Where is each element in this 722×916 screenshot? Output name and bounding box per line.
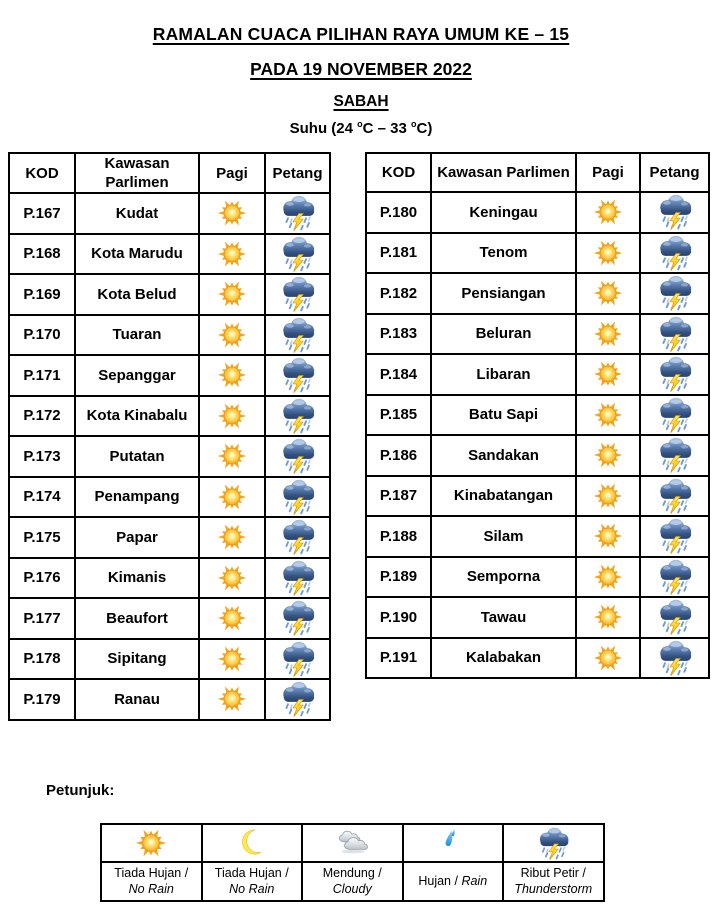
pagi-cell	[199, 679, 265, 720]
thunderstorm-icon	[656, 274, 694, 312]
sun-icon	[593, 481, 623, 511]
pagi-cell	[199, 234, 265, 275]
kod-cell: P.169	[9, 274, 75, 315]
kod-cell: P.181	[366, 233, 431, 274]
sun-icon	[217, 644, 247, 674]
pagi-cell	[199, 274, 265, 315]
petang-cell	[640, 476, 709, 517]
pagi-cell	[576, 597, 640, 638]
area-cell: Sepanggar	[75, 355, 199, 396]
petang-cell	[265, 274, 330, 315]
sun-icon	[217, 441, 247, 471]
thunderstorm-icon	[656, 315, 694, 353]
col-header-area: Kawasan Parlimen	[431, 153, 576, 192]
petang-cell	[265, 396, 330, 437]
col-header-area: Kawasan Parlimen	[75, 153, 199, 193]
thunderstorm-icon	[656, 558, 694, 596]
petang-cell	[640, 314, 709, 355]
kod-cell: P.190	[366, 597, 431, 638]
table-row	[9, 315, 330, 356]
thunderstorm-icon	[656, 355, 694, 393]
petang-cell	[265, 234, 330, 275]
petang-cell	[640, 233, 709, 274]
thunderstorm-icon	[279, 235, 317, 273]
table-row	[366, 476, 709, 517]
pagi-cell	[199, 639, 265, 680]
cloud-icon	[335, 826, 369, 860]
pagi-cell	[576, 354, 640, 395]
legend-icon-cell	[101, 824, 202, 862]
table-row	[366, 516, 709, 557]
legend-label: Ribut Petir / Thunderstorm	[503, 862, 604, 901]
area-cell: Libaran	[431, 354, 576, 395]
col-header-petang: Petang	[640, 153, 709, 192]
petang-cell	[265, 639, 330, 680]
sun-icon	[217, 482, 247, 512]
table-row	[9, 477, 330, 518]
thunderstorm-icon	[279, 194, 317, 232]
thunderstorm-icon	[279, 275, 317, 313]
thunderstorm-icon	[279, 437, 317, 475]
sun-icon	[593, 278, 623, 308]
pagi-cell	[576, 395, 640, 436]
col-header-kod: KOD	[9, 153, 75, 193]
area-cell: Kota Marudu	[75, 234, 199, 275]
legend-label: Tiada Hujan / No Rain	[101, 862, 202, 901]
sun-icon	[593, 643, 623, 673]
pagi-cell	[199, 355, 265, 396]
header-row	[9, 153, 330, 193]
legend-label: Tiada Hujan / No Rain	[202, 862, 303, 901]
kod-cell: P.191	[366, 638, 431, 679]
kod-cell: P.182	[366, 273, 431, 314]
area-cell: Tenom	[431, 233, 576, 274]
thunderstorm-icon	[656, 436, 694, 474]
legend-icon-cell	[503, 824, 604, 862]
sun-icon	[593, 238, 623, 268]
date-title: PADA 19 NOVEMBER 2022	[250, 59, 472, 79]
kod-cell: P.168	[9, 234, 75, 275]
thunderstorm-icon	[279, 316, 317, 354]
kod-cell: P.185	[366, 395, 431, 436]
petang-cell	[265, 477, 330, 518]
pagi-cell	[199, 558, 265, 599]
sun-icon	[217, 522, 247, 552]
thunderstorm-icon	[656, 234, 694, 272]
kod-cell: P.187	[366, 476, 431, 517]
pagi-cell	[576, 314, 640, 355]
col-header-kod: KOD	[366, 153, 431, 192]
area-cell: Kimanis	[75, 558, 199, 599]
sun-icon	[217, 320, 247, 350]
thunderstorm-icon	[656, 396, 694, 434]
col-header-pagi: Pagi	[199, 153, 265, 193]
sun-icon	[593, 197, 623, 227]
area-cell: Kudat	[75, 193, 199, 234]
moon-icon	[235, 826, 269, 860]
sun-icon	[217, 401, 247, 431]
area-cell: Semporna	[431, 557, 576, 598]
thunderstorm-icon	[279, 599, 317, 637]
sun-icon	[593, 359, 623, 389]
table-row	[366, 435, 709, 476]
pagi-cell	[199, 598, 265, 639]
forecast-table-right	[365, 152, 710, 679]
forecast-table-left	[8, 152, 331, 721]
kod-cell: P.173	[9, 436, 75, 477]
table-row	[366, 314, 709, 355]
thunderstorm-icon	[279, 478, 317, 516]
page-title: RAMALAN CUACA PILIHAN RAYA UMUM KE – 15	[152, 24, 570, 44]
area-cell: Ranau	[75, 679, 199, 720]
kod-cell: P.175	[9, 517, 75, 558]
pagi-cell	[199, 193, 265, 234]
sun-icon	[135, 827, 167, 859]
temperature-line: Suhu (24 $^o$C – 33 $^o$C)	[289, 119, 433, 137]
table-row	[9, 598, 330, 639]
pagi-cell	[576, 233, 640, 274]
sun-icon	[593, 319, 623, 349]
area-cell: Tuaran	[75, 315, 199, 356]
pagi-cell	[576, 557, 640, 598]
thunderstorm-icon	[279, 518, 317, 556]
kod-cell: P.189	[366, 557, 431, 598]
kod-cell: P.180	[366, 192, 431, 233]
header-row	[366, 153, 709, 192]
table-row	[366, 233, 709, 274]
kod-cell: P.174	[9, 477, 75, 518]
col-header-pagi: Pagi	[576, 153, 640, 192]
petang-cell	[265, 598, 330, 639]
petang-cell	[265, 679, 330, 720]
thunderstorm-icon	[279, 356, 317, 394]
petang-cell	[640, 516, 709, 557]
petang-cell	[640, 192, 709, 233]
kod-cell: P.172	[9, 396, 75, 437]
legend-icon-cell	[302, 824, 403, 862]
petang-cell	[265, 558, 330, 599]
table-row	[366, 597, 709, 638]
kod-cell: P.171	[9, 355, 75, 396]
petang-cell	[640, 354, 709, 395]
petang-cell	[265, 436, 330, 477]
kod-cell: P.188	[366, 516, 431, 557]
table-row	[9, 274, 330, 315]
area-cell: Beaufort	[75, 598, 199, 639]
sun-icon	[217, 360, 247, 390]
area-cell: Kota Kinabalu	[75, 396, 199, 437]
petang-cell	[265, 193, 330, 234]
kod-cell: P.167	[9, 193, 75, 234]
petang-cell	[640, 638, 709, 679]
pagi-cell	[576, 476, 640, 517]
area-cell: Beluran	[431, 314, 576, 355]
table-row	[366, 557, 709, 598]
area-cell: Penampang	[75, 477, 199, 518]
pagi-cell	[199, 477, 265, 518]
kod-cell: P.177	[9, 598, 75, 639]
rain-icon	[437, 828, 468, 859]
area-cell: Papar	[75, 517, 199, 558]
area-cell: Sandakan	[431, 435, 576, 476]
thunderstorm-icon	[656, 477, 694, 515]
thunderstorm-icon	[536, 826, 571, 861]
area-cell: Silam	[431, 516, 576, 557]
thunderstorm-icon	[279, 640, 317, 678]
sun-icon	[593, 562, 623, 592]
kod-cell: P.184	[366, 354, 431, 395]
table-row	[9, 193, 330, 234]
thunderstorm-icon	[656, 598, 694, 636]
pagi-cell	[199, 396, 265, 437]
area-cell: Kota Belud	[75, 274, 199, 315]
pagi-cell	[576, 273, 640, 314]
col-header-petang: Petang	[265, 153, 330, 193]
table-row	[366, 395, 709, 436]
area-cell: Tawau	[431, 597, 576, 638]
area-cell: Kalabakan	[431, 638, 576, 679]
table-row	[366, 638, 709, 679]
table-row	[9, 355, 330, 396]
pagi-cell	[199, 517, 265, 558]
state-title: SABAH	[333, 93, 389, 110]
area-cell: Batu Sapi	[431, 395, 576, 436]
kod-cell: P.183	[366, 314, 431, 355]
sun-icon	[217, 563, 247, 593]
thunderstorm-icon	[279, 397, 317, 435]
area-cell: Putatan	[75, 436, 199, 477]
petang-cell	[640, 435, 709, 476]
petang-cell	[265, 355, 330, 396]
pagi-cell	[576, 192, 640, 233]
table-row	[366, 273, 709, 314]
pagi-cell	[576, 638, 640, 679]
table-row	[9, 679, 330, 720]
pagi-cell	[576, 435, 640, 476]
pagi-cell	[199, 315, 265, 356]
kod-cell: P.176	[9, 558, 75, 599]
sun-icon	[217, 684, 247, 714]
sun-icon	[217, 279, 247, 309]
table-row	[9, 558, 330, 599]
thunderstorm-icon	[656, 639, 694, 677]
sun-icon	[593, 602, 623, 632]
area-cell: Keningau	[431, 192, 576, 233]
area-cell: Kinabatangan	[431, 476, 576, 517]
sun-icon	[217, 239, 247, 269]
petang-cell	[265, 315, 330, 356]
petang-cell	[640, 597, 709, 638]
table-row	[366, 192, 709, 233]
area-cell: Sipitang	[75, 639, 199, 680]
table-row	[9, 234, 330, 275]
legend-label: Hujan / Rain	[403, 862, 504, 901]
petang-cell	[640, 557, 709, 598]
kod-cell: P.170	[9, 315, 75, 356]
legend-label: Mendung / Cloudy	[302, 862, 403, 901]
table-row	[9, 639, 330, 680]
pagi-cell	[576, 516, 640, 557]
sun-icon	[217, 198, 247, 228]
table-row	[366, 354, 709, 395]
kod-cell: P.179	[9, 679, 75, 720]
thunderstorm-icon	[656, 193, 694, 231]
table-row	[9, 436, 330, 477]
table-row	[9, 517, 330, 558]
kod-cell: P.178	[9, 639, 75, 680]
kod-cell: P.186	[366, 435, 431, 476]
legend-label-row	[101, 862, 604, 901]
legend-title: Petunjuk:	[46, 782, 115, 799]
petang-cell	[640, 395, 709, 436]
legend-icon-cell	[202, 824, 303, 862]
sun-icon	[593, 400, 623, 430]
legend-icon-cell	[403, 824, 504, 862]
area-cell: Pensiangan	[431, 273, 576, 314]
pagi-cell	[199, 436, 265, 477]
legend-icon-row	[101, 824, 604, 862]
table-row	[9, 396, 330, 437]
sun-icon	[593, 440, 623, 470]
sun-icon	[593, 521, 623, 551]
thunderstorm-icon	[279, 680, 317, 718]
legend-table	[100, 823, 605, 902]
petang-cell	[640, 273, 709, 314]
thunderstorm-icon	[656, 517, 694, 555]
sun-icon	[217, 603, 247, 633]
petang-cell	[265, 517, 330, 558]
thunderstorm-icon	[279, 559, 317, 597]
